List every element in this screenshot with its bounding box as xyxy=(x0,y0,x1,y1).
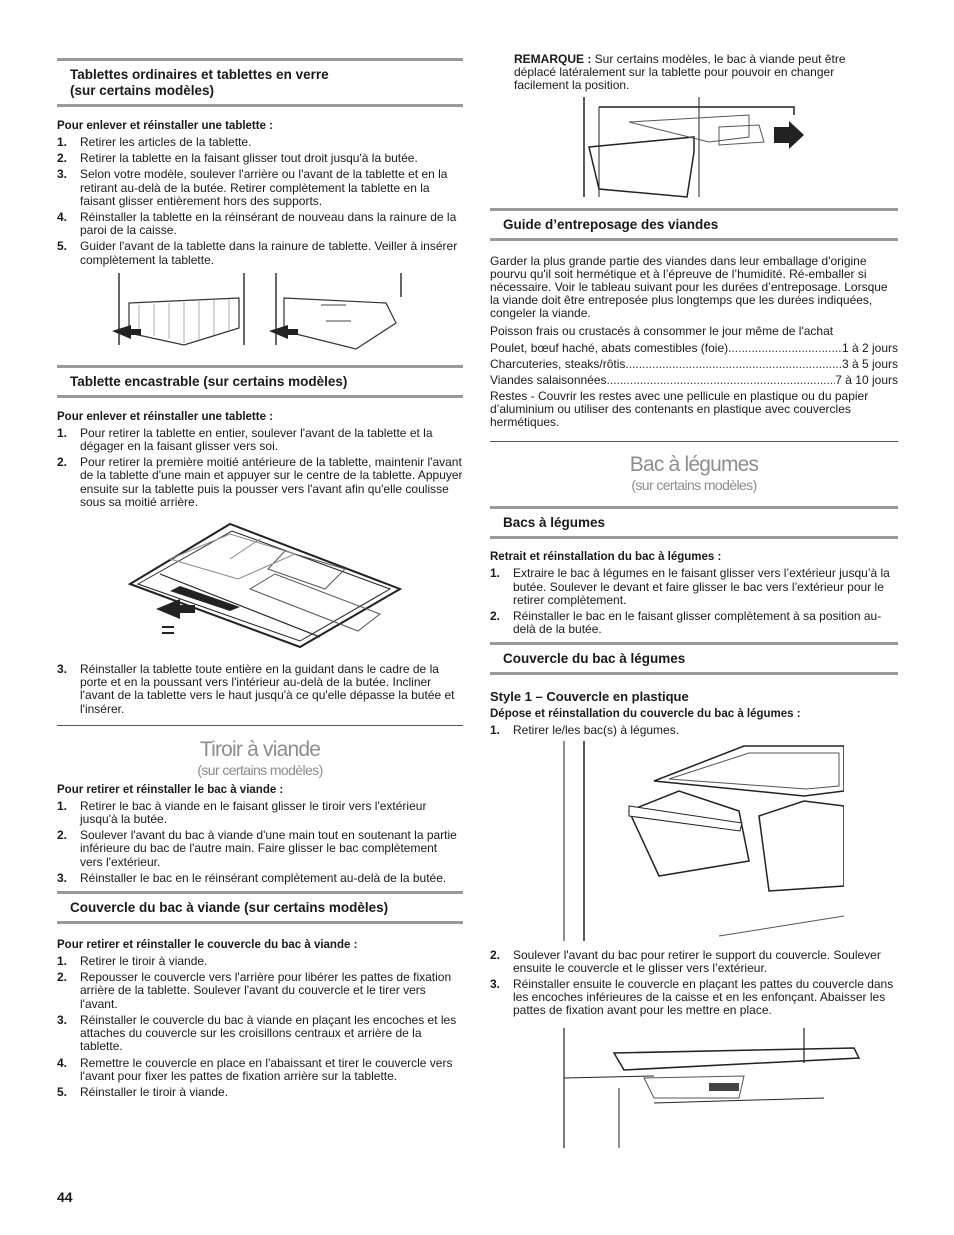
meat-drawer-illustration xyxy=(579,97,809,202)
section-title: Bacs à légumes xyxy=(503,515,606,531)
list-item: 1. Retirer le bac à viande en le faisant glisser le tiroir vers l'extérieur jusqu'à la butée. xyxy=(57,798,427,827)
crisper-cover-illustration xyxy=(524,1028,864,1148)
step-list xyxy=(490,949,898,1018)
section-header-meat-cover xyxy=(57,891,463,924)
table-row: Charcuteries, steaks/rôtis ..... 3 à 5 jours xyxy=(490,356,898,372)
list-item: 4. Réinstaller la tablette en la réinsérant de nouveau dans la rainure de la paroi de la caisse. xyxy=(57,210,457,238)
crisper-title: Bac à légumes xyxy=(629,453,759,477)
list-item: 2. Retirer la tablette en la faisant glisser tout droit jusqu'à la butée. xyxy=(57,151,418,166)
list-item: 3. Selon votre modèle, soulever l'arrière ou l'avant de la tablette et en la retirant au-delà de la butée. Retirer complètement la tablette en la faisant glisser entièrement hors des supports. xyxy=(57,167,448,208)
list-item: 1. Retirer les articles de la tablette. xyxy=(57,135,252,149)
list-item: 5. Réinstaller le tiroir à viande. xyxy=(57,1084,229,1099)
procedure-heading: Pour retirer et réinstaller le couvercle du bac à viande : xyxy=(57,939,358,952)
slide-shelf-illustration-wrap xyxy=(57,519,463,649)
list-item: 1. Pour retirer la tablette en entier, soulever l'avant de la tablette et la dégager en la faisant glisser vers soi. xyxy=(57,425,433,454)
step-list xyxy=(57,800,463,885)
shelf-illustrations xyxy=(57,273,463,351)
procedure-heading: Retrait et réinstallation du bac à légumes : xyxy=(490,551,722,564)
list-item: 1. Extraire le bac à légumes en le faisant glisser vers l’extérieur jusqu’à la butée. Soulever le devant et faire glisser le bac vers l’extérieur pour le retirer complètement. xyxy=(490,566,890,607)
list-item: 3. Réinstaller le couvercle du bac à viande en plaçant les encoches et les attaches du couvercle sur les croisillons centraux et arrière de la tablette. xyxy=(57,1012,457,1054)
step-list xyxy=(57,427,463,509)
procedure-heading: Pour enlever et réinstaller une tablette : xyxy=(57,120,274,132)
crisper-cover-illustration-wrap xyxy=(490,1028,898,1148)
list-item: 2. Repousser le couvercle vers l'arrière pour libérer les pattes de fixation arrière de la tablette. Soulever l'avant du couvercle et le tirer vers l'avant. xyxy=(57,970,452,1011)
remarque-note xyxy=(490,53,898,93)
section-title: Guide d’entreposage des viandes xyxy=(503,216,719,232)
section-header-shelves xyxy=(57,58,463,107)
section-title: Couvercle du bac à légumes xyxy=(503,651,686,667)
section-title: Tablette encastrable (sur certains modèles) xyxy=(70,373,348,389)
step-list xyxy=(57,955,463,1099)
guide-paragraph: Garder la plus grande partie des viandes dans leur emballage d'origine pourvu qu'il soit hermétique et à l’épreuve de l’humidité. Ré-emballer si nécessaire. Voir le tableau suivant pour les durées d’entreposage. Lorsque la viande doit être entreposée plus longtemps que les durées indiquées, congeler la viande. xyxy=(490,253,888,321)
list-item: 1. Retirer le tiroir à viande. xyxy=(57,954,208,969)
list-item: 2. Soulever l'avant du bac pour retirer le support du couvercle. Soulever ensuite le couvercle et le glisser vers l’extérieur. xyxy=(490,947,881,975)
table-row: Viandes salaisonnées ..... 7 à 10 jours xyxy=(490,372,898,388)
shelf-removal-illustration-2 xyxy=(266,273,411,351)
procedure-heading: Pour enlever et réinstaller une tablette : xyxy=(57,410,274,423)
remarque-label: REMARQUE : xyxy=(514,52,592,66)
right-column xyxy=(490,0,898,1148)
list-item: 3. Réinstaller ensuite le couvercle en plaçant les pattes du couvercle dans les encoches inférieures de la caisse et en les enfonçant. Abaisser les pattes de fixation avant pour les mettre en place. xyxy=(490,977,894,1018)
list-item: 2. Soulever l'avant du bac à viande d'une main tout en soutenant la partie inférieure du bac de l'autre main. Faire glisser le bac complètement vers l'extérieur. xyxy=(57,828,457,869)
meat-drawer-subtitle: (sur certains modèles) xyxy=(197,761,323,778)
list-item: 1. Retirer le/les bac(s) à légumes. xyxy=(490,723,680,738)
list-item: 5. Guider l'avant de la tablette dans la rainure de tablette. Veiller à insérer complètement la tablette. xyxy=(57,239,458,267)
section-title: Couvercle du bac à viande (sur certains modèles) xyxy=(70,900,389,916)
crisper-drawers-illustration xyxy=(544,741,844,941)
list-item: 3. Réinstaller le bac en le réinsérant complètement au-delà de la butée. xyxy=(57,870,447,885)
section-header-crisper-cover xyxy=(490,642,898,675)
slide-shelf-illustration xyxy=(110,519,410,649)
step-list xyxy=(57,663,463,716)
procedure-heading: Pour retirer et réinstaller le bac à viande : xyxy=(57,783,284,796)
list-item: 2. Pour retirer la première moitié antérieure de la tablette, maintenir l'avant de la tablette d'une main et appuyer sur le centre de la tablette. Appuyer ensuite sur la tablette puis la pousser vers l'avant afin qu'elle coulisse sous sa moitié arrière. xyxy=(57,455,463,509)
list-item: 3. Réinstaller la tablette toute entière en la guidant dans le cadre de la porte et en la poussant vers l'intérieur au-delà de la butée. Incliner l'avant de la tablette vers le haut jusqu'à ce qu'elle dépasse la butée et l'insérer. xyxy=(57,662,455,716)
meat-drawer-illustration-wrap xyxy=(490,97,898,202)
section-header-meat-guide xyxy=(490,208,898,241)
section-header-slide-shelf xyxy=(57,365,463,398)
section-title: Tablettes ordinaires et tablettes en verre xyxy=(70,67,329,82)
shelf-removal-illustration-1 xyxy=(109,273,254,351)
section-title-sub: (sur certains modèles) xyxy=(70,83,215,98)
crisper-illustration-wrap xyxy=(490,741,898,941)
left-column xyxy=(57,0,463,1102)
storage-table xyxy=(490,340,898,388)
divider xyxy=(57,725,463,726)
step-list xyxy=(57,136,463,267)
meat-drawer-title: Tiroir à viande xyxy=(199,737,321,761)
style-title: Style 1 – Couvercle en plastique xyxy=(490,689,689,705)
guide-leftovers: Restes - Couvrir les restes avec une pellicule en plastique ou du papier d’aluminium ou utiliser des contenants en plastique avec couvercles hermétiques. xyxy=(490,388,869,430)
remarque-text: Sur certains modèles, le bac à viande peut être déplacé latéralement sur la tablette pour pouvoir en changer facilement la position. xyxy=(514,52,846,93)
list-item: 4. Remettre le couvercle en place en l'abaissant et tirer le couvercle vers l'avant pour fixer les pattes de fixation arrière sur la tablette. xyxy=(57,1055,453,1083)
table-row: Poulet, bœuf haché, abats comestibles (foie) ..... 1 à 2 jours xyxy=(490,340,898,356)
procedure-heading: Dépose et réinstallation du couvercle du bac à légumes : xyxy=(490,708,801,721)
crisper-subtitle: (sur certains modèles) xyxy=(631,477,757,494)
page-number: 44 xyxy=(57,1189,73,1205)
step-list xyxy=(490,567,898,636)
divider xyxy=(490,441,898,442)
guide-fish-line: Poisson frais ou crustacés à consommer le jour même de l'achat xyxy=(490,323,834,338)
section-header-crispers xyxy=(490,506,898,539)
step-list xyxy=(490,724,898,737)
list-item: 2. Réinstaller le bac en le faisant glisser complètement à sa position au-delà de la butée. xyxy=(490,609,882,637)
